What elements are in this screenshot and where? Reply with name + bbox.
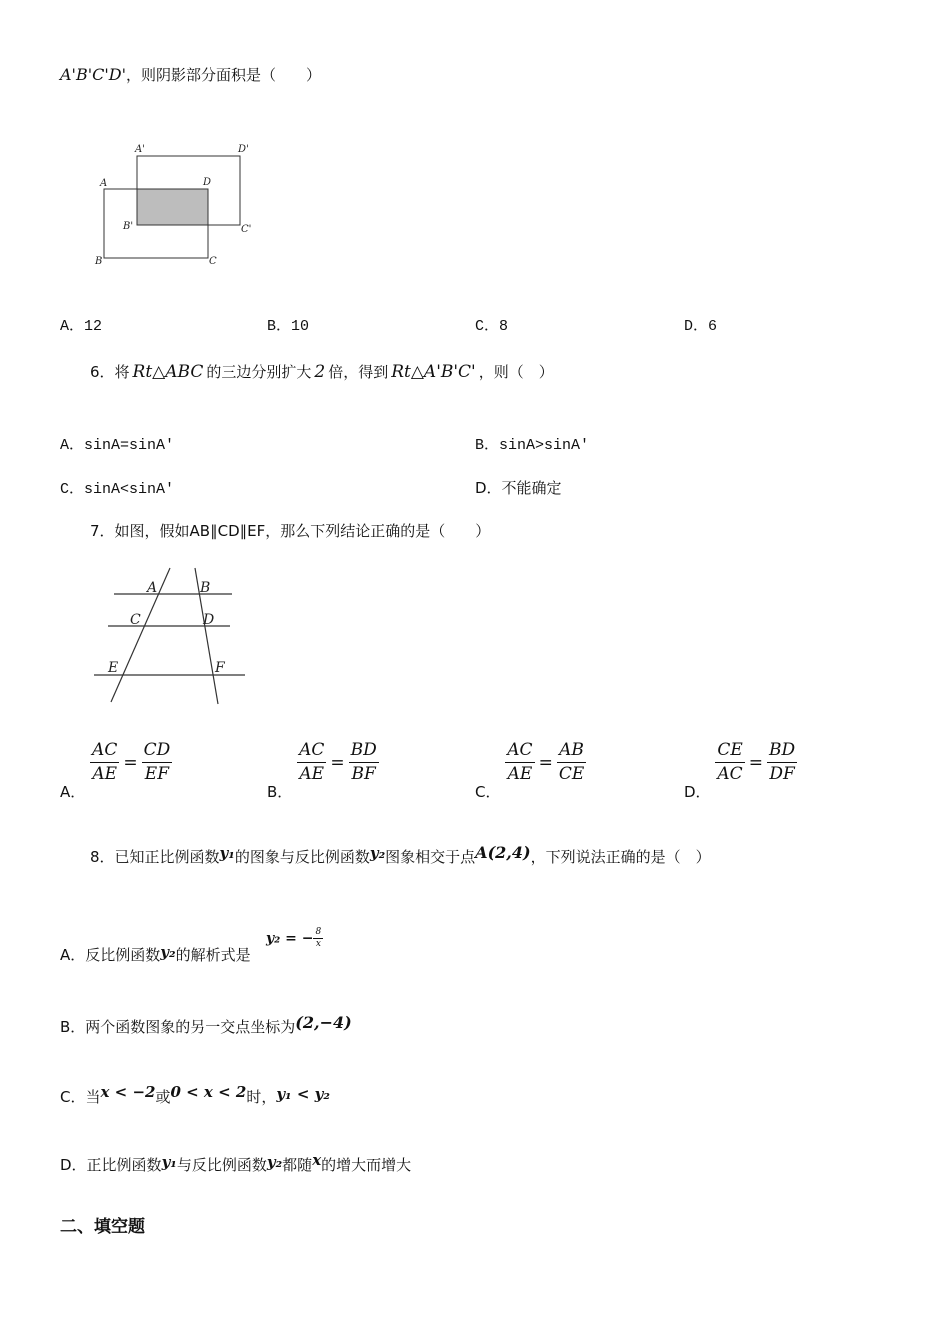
q8-c-text-2: 或 bbox=[155, 1088, 171, 1106]
q6-option-d: D．不能确定 bbox=[475, 479, 562, 497]
q8-text-4: ，下列说法正确的是（ ） bbox=[530, 848, 711, 866]
q7-option-a-label: A． bbox=[60, 783, 86, 801]
q6-option-c: C．sinA<sinA' bbox=[60, 481, 175, 498]
q5-label-Bp: B' bbox=[123, 221, 134, 232]
q5-head-text: ，则阴影部分面积是（ ） bbox=[125, 66, 321, 84]
q7-a-eq: = bbox=[123, 752, 138, 773]
q7-a-num-2: CD bbox=[142, 742, 173, 763]
q7-c-num-1: AC bbox=[505, 742, 534, 763]
q8-y1: y₁ bbox=[219, 844, 235, 862]
q7-label-B: B bbox=[200, 580, 211, 596]
q7-option-c bbox=[475, 742, 586, 802]
q7-b-frac-2 bbox=[349, 742, 379, 783]
q7-b-den-2: BF bbox=[351, 764, 376, 784]
q8-option-d bbox=[60, 1151, 411, 1175]
q7-b-num-1: AC bbox=[297, 742, 326, 763]
q8-d-text-3: 都随 bbox=[282, 1156, 313, 1174]
q7-d-den-1: AC bbox=[717, 764, 743, 784]
q7-a-frac-2 bbox=[142, 742, 173, 783]
q7-c-num-2: AB bbox=[557, 742, 586, 763]
q6-text-4: ，则（ ） bbox=[478, 363, 554, 381]
q5-shaded-overlap bbox=[137, 189, 208, 225]
q5-label-B: B bbox=[95, 256, 103, 267]
q7-option-b bbox=[267, 742, 379, 802]
q6-math-1: Rt△ABC bbox=[132, 362, 204, 382]
q7-b-den-1: AE bbox=[299, 764, 325, 784]
q7-label-A: A bbox=[147, 580, 158, 596]
q5-option-a: A．12 bbox=[60, 318, 103, 335]
q8-option-a bbox=[60, 943, 251, 965]
q7-a-den-1: AE bbox=[92, 764, 118, 784]
q8-d-text-1: D．正比例函数 bbox=[60, 1156, 162, 1174]
q7-label-E: E bbox=[108, 660, 119, 676]
q5-option-c: C．8 bbox=[475, 318, 509, 335]
q5-option-d: D．6 bbox=[684, 318, 718, 335]
q5-head-math: A'B'C'D' bbox=[60, 65, 126, 84]
q8-d-text-4: 的增大而增大 bbox=[321, 1156, 412, 1174]
q8-a-text-2: 的解析式是 bbox=[175, 946, 251, 964]
q8-b-point: (2,−4) bbox=[295, 1013, 352, 1032]
q7-label-D: D bbox=[203, 612, 215, 628]
q8-option-c bbox=[60, 1083, 330, 1107]
q8-c-math-2: 0 < x < 2 bbox=[170, 1083, 247, 1101]
q8-c-text-1: C．当 bbox=[60, 1088, 101, 1106]
q8-a-formula-num: 8 bbox=[315, 927, 322, 937]
q7-d-num-1: CE bbox=[715, 742, 744, 763]
q8-c-text-3: 时， bbox=[246, 1088, 277, 1106]
q7-b-eq: = bbox=[330, 752, 345, 773]
q8-option-b bbox=[60, 1013, 352, 1037]
q7-d-num-2: BD bbox=[767, 742, 797, 763]
q8-y2: y₂ bbox=[369, 844, 386, 862]
q7-label-C: C bbox=[130, 612, 141, 628]
q6-stem bbox=[90, 361, 554, 382]
q6-math-2: 2 bbox=[314, 362, 326, 382]
q8-stem bbox=[90, 843, 711, 867]
q8-d-x: x bbox=[312, 1151, 322, 1169]
q6-math-3: Rt△A'B'C' bbox=[391, 362, 476, 382]
q7-option-d-label: D． bbox=[684, 783, 711, 801]
q7-a-frac-1 bbox=[90, 742, 119, 783]
q6-option-a: A．sinA=sinA' bbox=[60, 437, 175, 454]
q7-d-frac-2 bbox=[767, 742, 797, 783]
q8-text-1: 8．已知正比例函数 bbox=[90, 848, 220, 866]
q5-label-C: C bbox=[209, 256, 217, 267]
q7-d-eq: = bbox=[748, 752, 764, 773]
q5-head bbox=[60, 64, 321, 85]
q6-text-1: 6．将 bbox=[90, 363, 130, 381]
q7-d-frac-1 bbox=[715, 742, 744, 783]
q5-label-Cp: C' bbox=[241, 224, 252, 235]
q7-option-b-label: B． bbox=[267, 783, 293, 801]
q8-d-y2: y₂ bbox=[266, 1153, 283, 1171]
q7-c-den-1: AE bbox=[507, 764, 533, 784]
q5-label-D: D bbox=[203, 177, 212, 188]
q5-rectangles-figure bbox=[90, 140, 270, 270]
q7-c-frac-2 bbox=[557, 742, 586, 783]
q8-text-3: 图象相交于点 bbox=[385, 848, 476, 866]
q7-option-a bbox=[60, 742, 172, 802]
q7-c-eq: = bbox=[538, 752, 553, 773]
q5-label-A: A bbox=[100, 178, 108, 189]
q7-a-den-2: EF bbox=[144, 764, 170, 784]
q8-a-formula-frac bbox=[313, 928, 323, 949]
q8-text-2: 的图象与反比例函数 bbox=[234, 848, 370, 866]
q8-c-math-1: x < −2 bbox=[100, 1083, 156, 1101]
q8-a-formula bbox=[266, 928, 323, 949]
q5-label-Ap: A' bbox=[135, 144, 145, 155]
q7-stem: 7．如图，假如AB∥CD∥EF，那么下列结论正确的是（ ） bbox=[90, 522, 491, 540]
q8-d-text-2: 与反比例函数 bbox=[176, 1156, 267, 1174]
q5-label-Dp: D' bbox=[238, 144, 249, 155]
q8-a-formula-den: x bbox=[315, 939, 321, 949]
q5-option-b: B．10 bbox=[267, 318, 310, 335]
q7-c-den-2: CE bbox=[558, 764, 585, 784]
q8-a-text-1: A．反比例函数 bbox=[60, 946, 161, 964]
q7-option-d bbox=[684, 742, 797, 802]
q6-text-3: 倍，得到 bbox=[328, 363, 389, 381]
section-heading-fill-in: 二、填空题 bbox=[60, 1217, 145, 1237]
q7-a-num-1: AC bbox=[90, 742, 119, 763]
q6-option-b: B．sinA>sinA' bbox=[475, 437, 590, 454]
q6-text-2: 的三边分别扩大 bbox=[206, 363, 312, 381]
q8-d-y1: y₁ bbox=[161, 1153, 177, 1171]
q8-a-formula-lhs: y₂ = − bbox=[266, 930, 314, 947]
q7-c-frac-1 bbox=[505, 742, 534, 783]
q7-parallel-lines-figure bbox=[90, 564, 250, 709]
q7-label-F: F bbox=[215, 660, 225, 676]
q7-b-num-2: BD bbox=[349, 742, 379, 763]
q8-point: A(2,4) bbox=[475, 843, 531, 862]
q8-a-y2: y₂ bbox=[160, 943, 176, 961]
q7-d-den-2: DF bbox=[769, 764, 795, 784]
q8-c-math-3: y₁ < y₂ bbox=[276, 1085, 330, 1103]
q7-transversal-left bbox=[111, 568, 170, 702]
q8-b-text-1: B．两个函数图象的另一交点坐标为 bbox=[60, 1018, 296, 1036]
q7-b-frac-1 bbox=[297, 742, 326, 783]
q7-option-c-label: C． bbox=[475, 783, 501, 801]
